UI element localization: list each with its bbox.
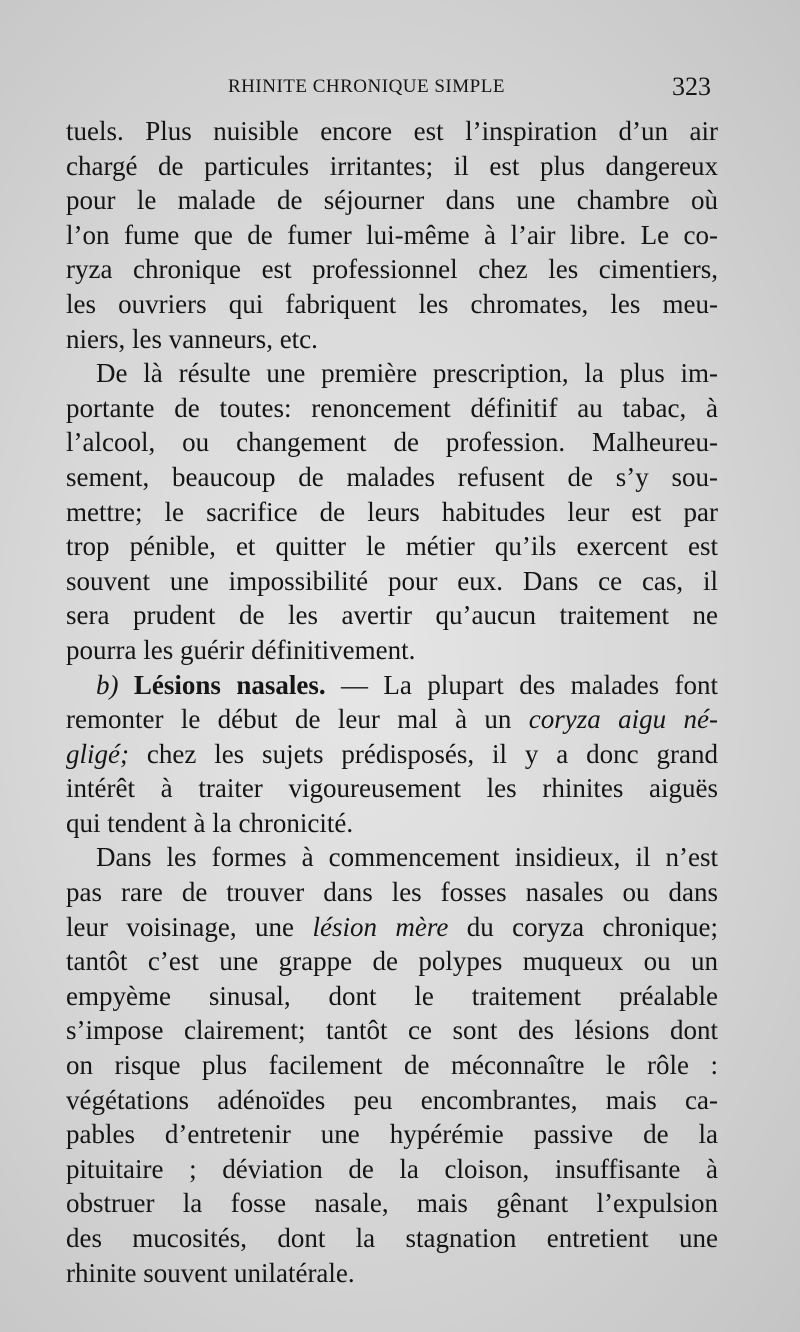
page-header <box>228 72 728 106</box>
text-line: sement, beaucoup de malades refusent de s’y sou- <box>66 461 718 492</box>
text-line: l’alcool, ou changement de profession. Malheureu- <box>66 427 718 458</box>
text-line <box>66 702 718 737</box>
text-segment: leur voisinage, une <box>66 911 313 942</box>
section-b-line <box>66 668 718 703</box>
text-line: pas rare de trouver dans les fosses nasales ou dans <box>66 877 718 908</box>
text-line: pables d’entretenir une hypérémie passive de la <box>66 1119 718 1150</box>
section-b-heading: Lésions nasales. <box>133 669 326 700</box>
text-line: ryza chronique est professionnel chez les cimentiers, <box>66 254 718 285</box>
text-line: empyème sinusal, dont le traitement préalable <box>66 980 718 1011</box>
text-segment: — La plupart des malades font <box>325 669 718 700</box>
text-line: Dans les formes à commencement insidieux, il n’est <box>96 842 718 873</box>
italic-term: lésion mère <box>312 911 449 942</box>
italic-term: coryza aigu né- <box>528 704 718 735</box>
italic-term: gligé; <box>66 738 129 769</box>
text-line: niers, les vanneurs, etc. <box>66 323 318 354</box>
text-line: De là résulte une première prescription, la plus im- <box>96 358 718 389</box>
text-line: tantôt c’est une grappe de polypes muqueux ou un <box>66 946 718 977</box>
text-line: pituitaire ; déviation de la cloison, insuffisante à <box>66 1153 718 1184</box>
text-line: pourra les guérir définitivement. <box>66 634 416 665</box>
text-line: souvent une impossibilité pour eux. Dans ce cas, il <box>66 565 718 596</box>
text-line: trop pénible, et quitter le métier qu’ils exercent est <box>66 531 718 562</box>
text-line: végétations adénoïdes peu encombrantes, mais ca- <box>66 1084 718 1115</box>
text-segment: chez les sujets prédisposés, il y a donc grand <box>128 738 718 769</box>
text-line: qui tendent à la chronicité. <box>66 807 354 838</box>
text-line: on risque plus facilement de méconnaître le rôle : <box>66 1050 718 1081</box>
text-line: sera prudent de les avertir qu’aucun traitement ne <box>66 600 718 631</box>
text-line: l’on fume que de fumer lui-même à l’air libre. Le co- <box>66 219 718 250</box>
text-line: s’impose clairement; tantôt ce sont des lésions dont <box>66 1015 718 1046</box>
page-number: 323 <box>672 72 711 101</box>
text-line: les ouvriers qui fabriquent les chromates, les meu- <box>66 288 718 319</box>
running-head: RHINITE CHRONIQUE SIMPLE <box>228 76 505 97</box>
text-line: portante de toutes: renoncement définitif au tabac, à <box>66 392 718 423</box>
text-line: intérêt à traiter vigoureusement les rhinites aiguës <box>66 773 718 804</box>
text-line: chargé de particules irritantes; il est plus dangereux <box>66 150 718 181</box>
text-segment: du coryza chronique; <box>448 911 719 942</box>
section-b-label: b) <box>96 669 134 700</box>
text-line: rhinite souvent unilatérale. <box>66 1257 355 1288</box>
body-text <box>66 114 718 1290</box>
text-line <box>66 910 718 945</box>
text-line: mettre; le sacrifice de leurs habitudes leur est par <box>66 496 718 527</box>
text-line: des mucosités, dont la stagnation entretient une <box>66 1223 718 1253</box>
text-segment: remonter le début de leur mal à un <box>66 704 529 735</box>
text-line: obstruer la fosse nasale, mais gênant l’expulsion <box>66 1188 718 1219</box>
text-line: tuels. Plus nuisible encore est l’inspiration d’un air <box>66 116 718 146</box>
text-line <box>66 737 718 772</box>
text-line: pour le malade de séjourner dans une chambre où <box>66 185 718 216</box>
